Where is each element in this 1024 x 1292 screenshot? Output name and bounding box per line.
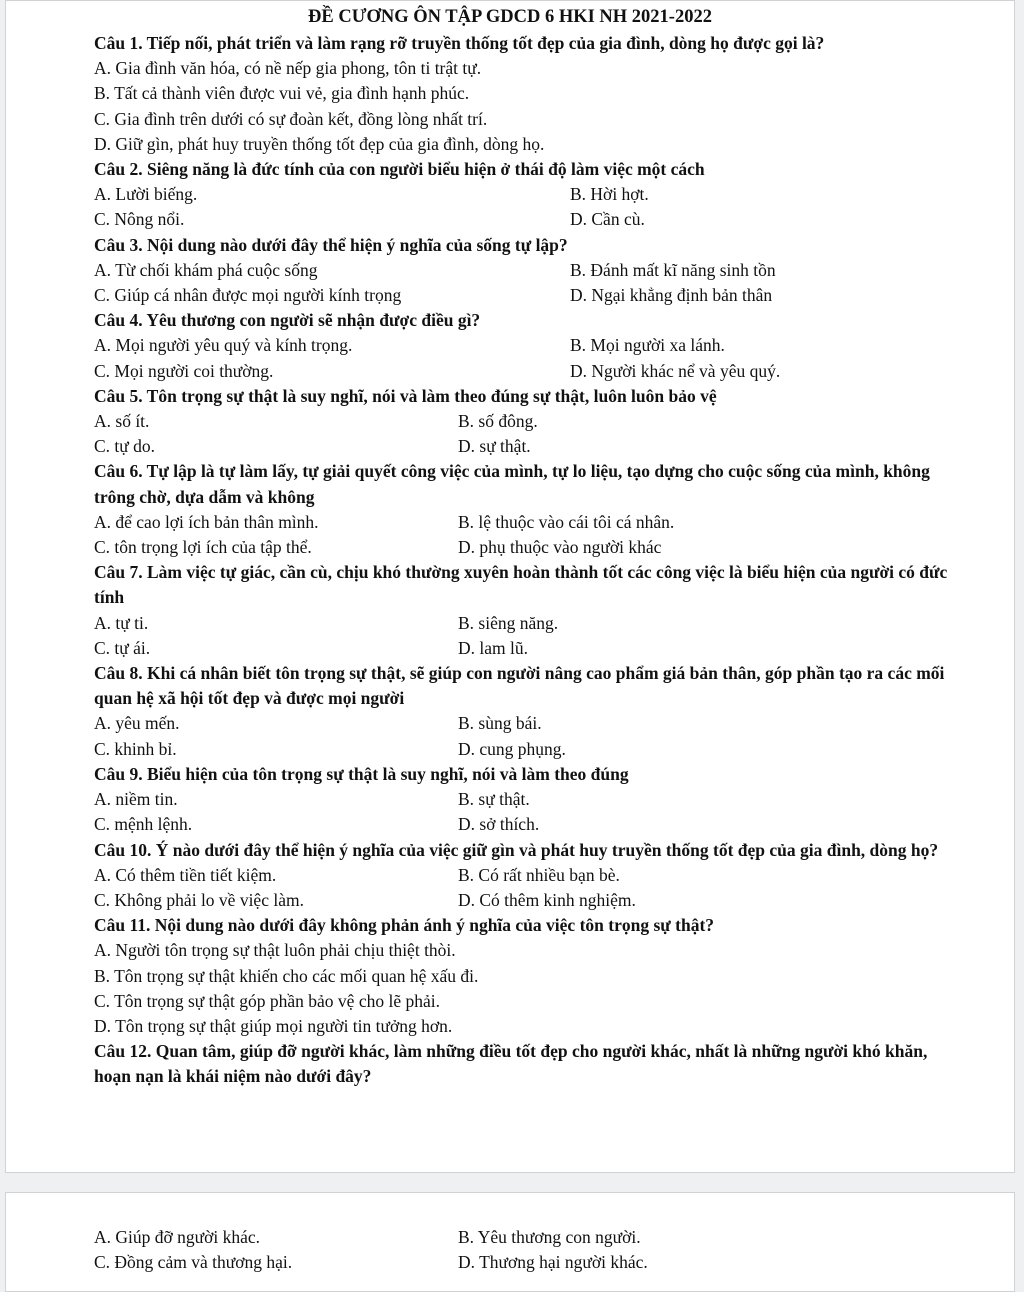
option-d: D. Thương hại người khác. — [458, 1252, 648, 1273]
question-text: Câu 1. Tiếp nối, phát triển và làm rạng rỡ truyền thống tốt đẹp của gia đình, dòng họ được gọi là? — [94, 33, 825, 53]
document-page-1 — [5, 0, 1015, 1173]
question-12-options — [94, 1225, 954, 1275]
option-b: B. sự thật. — [458, 789, 530, 810]
document-title: ĐỀ CƯƠNG ÔN TẬP GDCD 6 HKI NH 2021-2022 — [308, 7, 712, 27]
question-1 — [94, 31, 954, 157]
option-b: B. Đánh mất kĩ năng sinh tồn — [570, 259, 776, 280]
option-b: B. sùng bái. — [458, 713, 542, 734]
question-6 — [94, 459, 954, 560]
option-d: D. Tôn trọng sự thật giúp mọi người tin tưởng hơn. — [94, 1015, 453, 1036]
question-11 — [94, 913, 954, 1039]
option-a: A. Người tôn trọng sự thật luôn phải chịu thiệt thòi. — [94, 940, 456, 961]
option-d: D. lam lũ. — [458, 637, 528, 658]
option-a: A. Có thêm tiền tiết kiệm. — [94, 864, 277, 885]
question-text: Câu 7. Làm việc tự giác, cần cù, chịu khó thường xuyên hoàn thành tốt các công việc là biểu hiện của người có đức tính — [94, 562, 948, 608]
option-c: C. Gia đình trên dưới có sự đoàn kết, đồng lòng nhất trí. — [94, 108, 488, 129]
option-d: D. cung phụng. — [458, 738, 566, 759]
question-7 — [94, 560, 954, 661]
option-a: A. Mọi người yêu quý và kính trọng. — [94, 335, 353, 356]
option-b: B. siêng năng. — [458, 612, 559, 633]
option-a: A. để cao lợi ích bản thân mình. — [94, 511, 319, 532]
option-a: A. số ít. — [94, 411, 150, 432]
option-d: D. Ngại khẳng định bản thân — [570, 285, 773, 306]
option-c: C. Nông nổi. — [94, 209, 185, 230]
option-a: A. yêu mến. — [94, 713, 180, 734]
question-text: Câu 5. Tôn trọng sự thật là suy nghĩ, nói và làm theo đúng sự thật, luôn luôn bảo vệ — [94, 385, 717, 406]
option-c: C. tự ái. — [94, 637, 151, 658]
question-4 — [94, 308, 954, 384]
document-page-2 — [5, 1192, 1015, 1292]
option-a: A. Từ chối khám phá cuộc sống — [94, 259, 318, 280]
option-c: C. Mọi người coi thường. — [94, 360, 274, 381]
question-text: Câu 12. Quan tâm, giúp đỡ người khác, làm những điều tốt đẹp cho người khác, nhất là những người khó khăn, hoạn nạn là khái niệm nào dưới đây? — [94, 1041, 928, 1087]
question-10 — [94, 838, 954, 914]
question-2 — [94, 157, 954, 233]
question-12 — [94, 1039, 954, 1089]
question-text: Câu 8. Khi cá nhân biết tôn trọng sự thật, sẽ giúp con người nâng cao phẩm giá bản thân, góp phần tạo ra các mối quan hệ xã hội tốt đẹp và được mọi người — [94, 663, 945, 709]
option-c: C. mệnh lệnh. — [94, 814, 193, 835]
option-c: C. tôn trọng lợi ích của tập thể. — [94, 537, 312, 558]
option-b: B. Mọi người xa lánh. — [570, 335, 725, 356]
question-text: Câu 4. Yêu thương con người sẽ nhận được điều gì? — [94, 310, 481, 331]
option-d: D. Cần cù. — [570, 209, 645, 230]
option-c: C. tự do. — [94, 436, 156, 457]
question-5 — [94, 384, 954, 460]
question-3 — [94, 233, 954, 309]
option-b: B. số đông. — [458, 411, 538, 432]
option-c: C. Tôn trọng sự thật góp phần bảo vệ cho lẽ phải. — [94, 990, 440, 1011]
option-b: B. Có rất nhiều bạn bè. — [458, 864, 620, 885]
option-d: D. sở thích. — [458, 814, 540, 835]
option-d: D. Người khác nể và yêu quý. — [570, 360, 781, 381]
option-d: D. Giữ gìn, phát huy truyền thống tốt đẹp của gia đình, dòng họ. — [94, 133, 545, 154]
option-c: C. khinh bỉ. — [94, 738, 177, 759]
option-d: D. Có thêm kinh nghiệm. — [458, 889, 636, 910]
option-a: A. Giúp đỡ người khác. — [94, 1227, 261, 1247]
option-b: B. Tất cả thành viên được vui vẻ, gia đình hạnh phúc. — [94, 83, 470, 104]
option-a: A. tự ti. — [94, 612, 149, 633]
option-c: C. Đồng cảm và thương hại. — [94, 1252, 293, 1273]
question-8 — [94, 661, 954, 762]
option-c: C. Giúp cá nhân được mọi người kính trọng — [94, 285, 402, 306]
option-b: B. Hời hợt. — [570, 184, 649, 205]
option-a: A. niềm tin. — [94, 789, 178, 810]
question-list — [94, 31, 954, 1090]
question-text: Câu 11. Nội dung nào dưới đây không phản ánh ý nghĩa của việc tôn trọng sự thật? — [94, 915, 715, 936]
option-b: B. Tôn trọng sự thật khiến cho các mối quan hệ xấu đi. — [94, 965, 479, 986]
option-a: A. Gia đình văn hóa, có nề nếp gia phong, tôn ti trật tự. — [94, 58, 482, 79]
option-b: B. Yêu thương con người. — [458, 1227, 641, 1247]
question-9 — [94, 762, 954, 838]
option-a: A. Lười biếng. — [94, 184, 198, 205]
question-text: Câu 10. Ý nào dưới đây thể hiện ý nghĩa của việc giữ gìn và phát huy truyền thống tốt đẹp của gia đình, dòng họ? — [94, 839, 939, 860]
option-b: B. lệ thuộc vào cái tôi cá nhân. — [458, 511, 675, 532]
option-d: D. sự thật. — [458, 436, 531, 457]
option-d: D. phụ thuộc vào người khác — [458, 537, 662, 558]
option-c: C. Không phải lo về việc làm. — [94, 889, 304, 910]
question-text: Câu 2. Siêng năng là đức tính của con người biểu hiện ở thái độ làm việc một cách — [94, 159, 705, 180]
question-text: Câu 3. Nội dung nào dưới đây thể hiện ý nghĩa của sống tự lập? — [94, 234, 568, 255]
question-text: Câu 9. Biểu hiện của tôn trọng sự thật là suy nghĩ, nói và làm theo đúng — [94, 763, 629, 784]
question-text: Câu 6. Tự lập là tự làm lấy, tự giải quyết công việc của mình, tự lo liệu, tạo dựng cho cuộc sống của mình, không trông chờ, dựa dẫm và không — [94, 461, 930, 507]
